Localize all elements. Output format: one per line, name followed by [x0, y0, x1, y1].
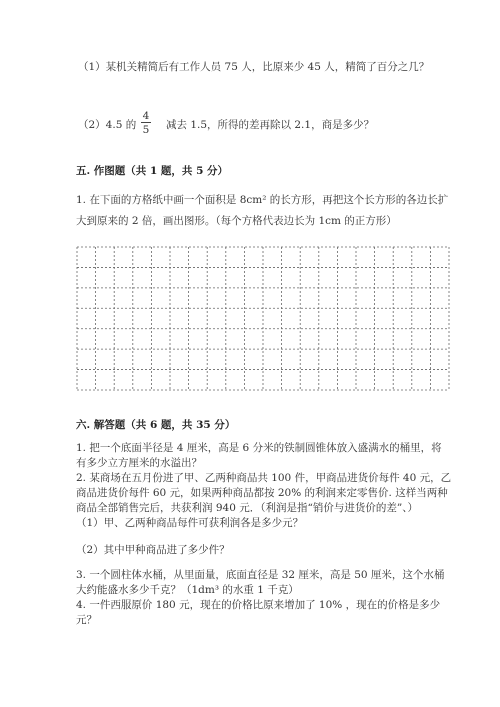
problem-4-line1: 4. 一件西服原价 180 元，现在的价格比原来增加了 10% ，现在的价格是多少: [76, 599, 441, 611]
section-5-q1-line2: 大到原来的 2 倍，画出图形。（每个方格代表边长为 1cm 的正方形）: [76, 215, 397, 227]
problem-4-line2: 元？: [76, 614, 97, 626]
section-5-title: 五. 作图题（共 1 题，共 5 分）: [76, 165, 229, 177]
question-1: （1）某机关精简后有工作人员 75 人，比原来少 45 人，精简了百分之几？: [78, 61, 430, 73]
problem-2-sub1: （1）甲、乙两种商品每件可获利润各是多少元？: [76, 517, 304, 529]
problem-3-line2: 大约能盛水多少千克？（1dm³ 的水重 1 千克）: [76, 584, 299, 596]
fraction-numerator: 4: [142, 110, 150, 122]
problem-2-line2: 商品进货价每件 60 元，如果两种商品都按 20% 的利润来定零售价. 这样当两种: [76, 487, 448, 499]
problem-3-line1: 3. 一个圆柱体水桶，从里面量，底面直径是 32 厘米，高是 50 厘米，这个水桶: [76, 569, 445, 581]
problem-2-line1: 2. 某商场在五月份进了甲、乙两种商品共 100 件，甲商品进货价每件 40 元，乙: [76, 472, 452, 484]
question-2-prefix: （2）4.5 的: [78, 119, 137, 131]
problem-2-line3: 商品全部销售完后，共获利润 940 元．（利润是指“销价与进货价的差”、）: [76, 502, 418, 514]
grid-lines: [77, 247, 449, 390]
problem-1-line1: 1. 把一个底面半径是 4 厘米，高是 6 分米的铁制圆锥体放入盛满水的桶里，将: [76, 442, 442, 454]
grid-paper: [76, 246, 450, 391]
problem-1-line2: 有多少立方厘米的水溢出？: [76, 457, 202, 469]
fraction-denominator: 5: [142, 124, 150, 136]
section-6-title: 六. 解答题（共 6 题，共 35 分）: [76, 419, 236, 431]
question-2-suffix: 减去 1.5，所得的差再除以 2.1，商是多少？: [166, 119, 375, 131]
problem-2-sub2: （2）其中甲种商品进了多少件？: [76, 544, 230, 556]
fraction-bar: [141, 122, 151, 123]
section-5-q1-line1: 1. 在下面的方格纸中画一个面积是 8cm² 的长方形，再把这个长方形的各边长扩: [76, 194, 449, 206]
